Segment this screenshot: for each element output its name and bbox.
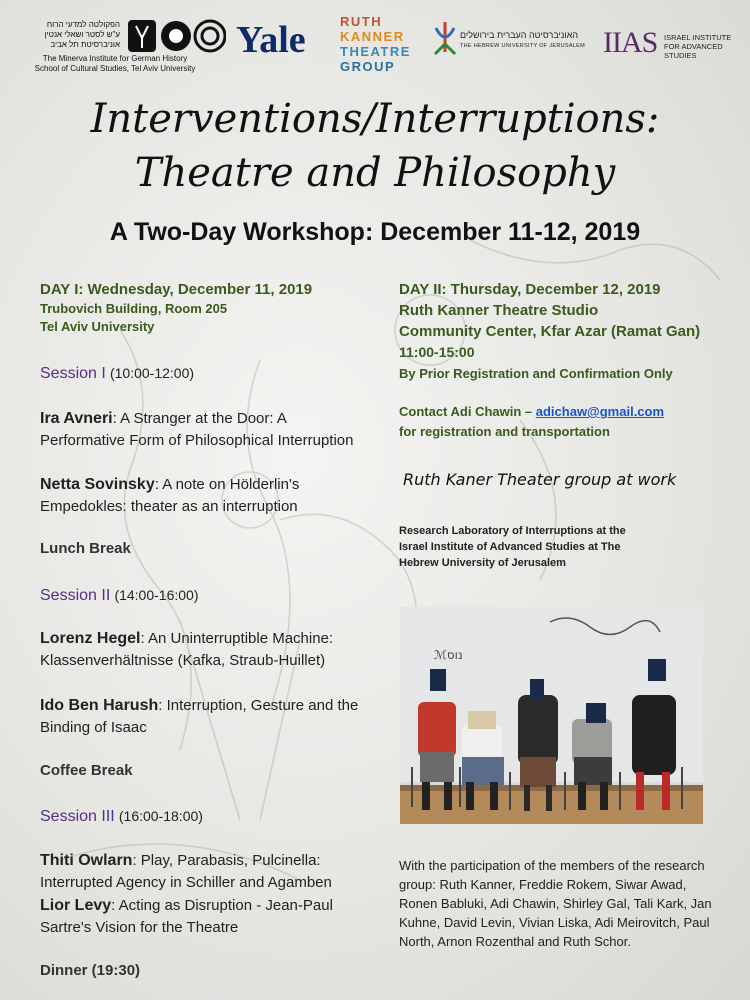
rk-line: GROUP [340,59,396,74]
tau-logo-marks [126,18,226,54]
session-label: Session II [40,587,111,604]
day1-heading: DAY I: Wednesday, December 11, 2019 [40,281,313,298]
day2-time: 11:00-15:00 [399,344,475,360]
tau-caption-line: School of Cultural Studies, Tel Aviv University [34,64,196,73]
rk-line: RUTH [340,14,383,29]
lab-line: Hebrew University of Jerusalem [399,557,566,569]
talk-item [40,695,375,739]
session-time: (14:00-16:00) [114,587,199,603]
lab-line: Israel Institute of Advanced Studies at The [399,541,621,553]
theater-group-photo [400,607,703,824]
session-label: Session I [40,365,106,382]
session-time: (16:00-18:00) [118,808,203,824]
talk-item [40,895,375,939]
huji-hebrew-name: האוניברסיטה העברית בירושלים [460,30,579,40]
tau-hebrew-line: אוניברסיטת תל אביב [50,40,120,49]
yale-logo: Yale [236,19,306,61]
workshop-subtitle: A Two-Day Workshop: December 11-12, 2019 [109,218,641,246]
page-title [0,92,750,200]
day2-heading: DAY II: Thursday, December 12, 2019 [399,281,661,298]
photo-scribble-text: ℳנוס [434,648,463,662]
day1-venue: Tel Aviv University [40,319,155,334]
iias-line: ISRAEL INSTITUTE [664,33,732,42]
day1-header [40,279,375,336]
iias-line: STUDIES [664,51,697,60]
speaker-name: Thiti Owlarn [40,852,133,869]
rk-line: THEATRE [340,44,411,59]
tau-hebrew-line: הפקולטה למדעי הרוח [46,20,120,29]
rk-line: KANNER [340,29,405,44]
day2-header [399,279,739,384]
talk-item [40,474,375,518]
talk-item [40,408,375,452]
tau-caption-line: The Minerva Institute for German History [42,54,188,63]
huji-english-name: THE HEBREW UNIVERSITY OF JERUSALEM [460,43,586,49]
dinner: Dinner (19:30) [40,962,141,979]
talk-item [40,850,375,894]
session-label: Session III [40,808,115,825]
session3-heading [40,805,375,828]
day1-venue: Trubovich Building, Room 205 [40,301,228,316]
speaker-name: Ido Ben Harush [40,697,159,714]
contact-prefix: Contact Adi Chawin – [399,404,533,419]
contact-block [399,402,739,442]
speaker-name: Lior Levy [40,897,112,914]
ruth-kanner-logo [340,14,411,74]
logo-row [0,8,750,78]
talk-title: : Interruption, Gesture and the Binding of Isaac [40,697,359,736]
lab-line: Research Laboratory of Interruptions at the [399,525,626,537]
day2-venue: Community Center, Kfar Azar (Ramat Gan) [399,323,701,340]
tau-hebrew-text [20,20,120,50]
session2-heading [40,584,375,607]
title-line: Theatre and Philosophy [134,150,616,196]
contact-email-link[interactable]: adichaw@gmail.com [535,404,665,419]
session1-heading [40,362,375,385]
photo-illustration [400,607,703,824]
day2-venue: Ruth Kanner Theatre Studio [399,302,599,319]
talk-title: : An Uninterruptible Machine: Klassenverhältnisse (Kafka, Straub-Huillet) [40,630,334,669]
participants-note: With the participation of the members of the research group: Ruth Kanner, Freddie Rokem, Siwar Awad, Ronen Babluki, Adi Chawin, Shirley Gal, Tali Kark, Jan Kuhne, David Levin, Vivian Liska, Adi Meirovitch, Paul North, Arnon Rozenthal and Ruth Schor. [399,858,712,949]
huji-menorah-icon [432,18,458,58]
registration-note: By Prior Registration and Confirmation Only [399,366,673,381]
iias-line: FOR ADVANCED [664,42,723,51]
title-line: Interventions/Interruptions: [90,96,660,142]
talk-title: : A note on Hölderlin's Empedokles: theater as an interruption [40,476,300,515]
speaker-name: Lorenz Hegel [40,630,141,647]
research-lab [399,523,729,571]
talk-item [40,628,375,672]
iias-logo: IIAS [603,26,658,59]
speaker-name: Netta Sovinsky [40,476,155,493]
tau-caption [10,54,220,74]
contact-suffix: for registration and transportation [399,424,610,439]
speaker-name: Ira Avneri [40,410,113,427]
talk-title: : Acting as Disruption - Jean-Paul Sartre's Vision for the Theatre [40,897,333,936]
tau-hebrew-line: ע"ש לסטר ושאלי אנטין [44,30,120,39]
session-time: (10:00-12:00) [109,365,195,381]
group-photo-caption: Ruth Kaner Theater group at work [403,470,677,489]
lunch-break: Lunch Break [40,540,131,557]
tau-emblem-icon [128,20,156,52]
iias-text [664,33,731,60]
talk-title: : A Stranger at the Door: A Performative Form of Philosophical Interruption [40,410,354,449]
talk-title: : Play, Parabasis, Pulcinella: Interrupted Agency in Schiller and Agamben [40,852,332,891]
coffee-break: Coffee Break [40,762,133,779]
